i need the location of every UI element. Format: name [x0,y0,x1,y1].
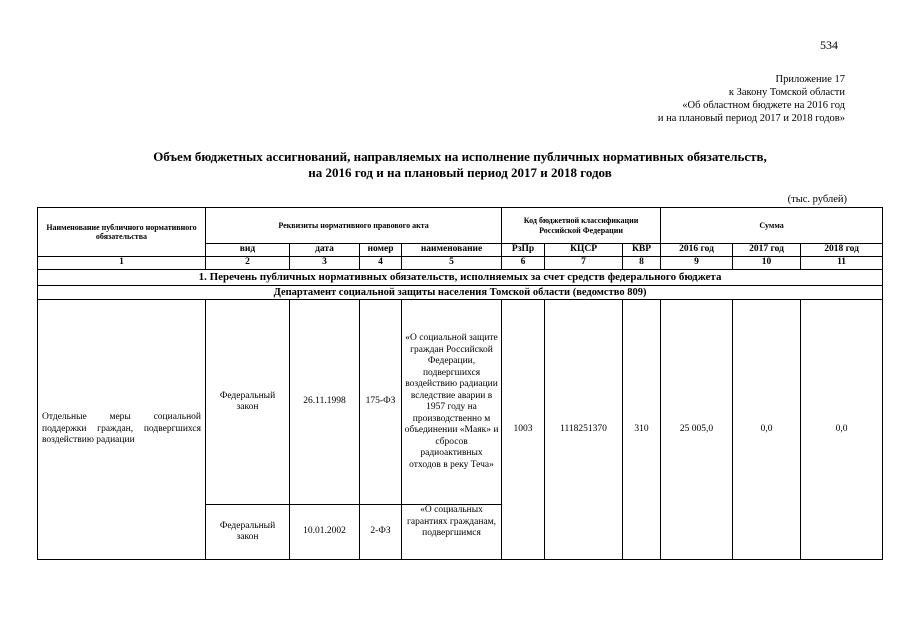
section-heading: 1. Перечень публичных нормативных обязательств, исполняемых за счет средств федерального бюджета [38,270,883,286]
sum-2017: 0,0 [733,300,801,560]
header-act-requisites: Реквизиты нормативного правового акта [206,208,502,244]
rzpr-code: 1003 [502,300,545,560]
header-budget-code: Код бюджетной классификации Российской Федерации [502,208,661,244]
header-2016: 2016 год [661,244,733,257]
column-number: 7 [545,257,623,270]
appendix-line: «Об областном бюджете на 2016 год [682,100,845,111]
kcsr-code: 1118251370 [545,300,623,560]
act-number: 175-ФЗ [360,300,402,505]
act-type: Федеральный закон [206,300,290,505]
appendix-line: Приложение 17 [775,74,845,85]
column-number: 2 [206,257,290,270]
appendix-note [515,73,845,125]
column-number: 4 [360,257,402,270]
header-name: наименование [402,244,502,257]
units-label: (тыс. рублей) [787,194,847,205]
sum-2018: 0,0 [801,300,883,560]
sum-2016: 25 005,0 [661,300,733,560]
header-obligation-name: Наименование публичного нормативного обязательства [38,208,206,257]
header-rzpr: РзПр [502,244,545,257]
act-date: 10.01.2002 [290,505,360,560]
act-type: Федеральный закон [206,505,290,560]
column-number: 6 [502,257,545,270]
column-number: 3 [290,257,360,270]
header-sum: Сумма [661,208,883,244]
obligations-table [37,207,883,560]
header-2018: 2018 год [801,244,883,257]
obligation-name: Отдельные меры социальной поддержки граждан, подвергшихся воздействию радиации [38,300,206,560]
kvr-code: 310 [623,300,661,560]
document-title [40,149,880,181]
header-2017: 2017 год [733,244,801,257]
act-name: «О социальных гарантиях гражданам, подвергшимся [402,505,502,560]
title-line: Объем бюджетных ассигнований, направляемых на исполнение публичных нормативных обязательств, [153,149,767,164]
act-number: 2-ФЗ [360,505,402,560]
act-date: 26.11.1998 [290,300,360,505]
column-number: 8 [623,257,661,270]
column-number: 9 [661,257,733,270]
column-number: 1 [38,257,206,270]
header-date: дата [290,244,360,257]
column-number: 11 [801,257,883,270]
title-line: на 2016 год и на плановый период 2017 и 2018 годов [308,165,612,180]
header-number: номер [360,244,402,257]
header-type: вид [206,244,290,257]
column-number: 10 [733,257,801,270]
appendix-line: к Закону Томской области [728,87,845,98]
appendix-line: и на плановый период 2017 и 2018 годов» [657,113,845,124]
act-name: «О социальной защите граждан Российской Федерации, подвергшихся воздействию радиации вследствие аварии в 1957 году на производственно м объединении «Маяк» и сбросов радиоактивных отходов в реку Теча» [402,300,502,505]
column-number: 5 [402,257,502,270]
page-number: 534 [820,38,838,52]
department-heading: Департамент социальной защиты населения Томской области (ведомство 809) [38,286,883,300]
header-kvr: КВР [623,244,661,257]
header-kcsr: КЦСР [545,244,623,257]
